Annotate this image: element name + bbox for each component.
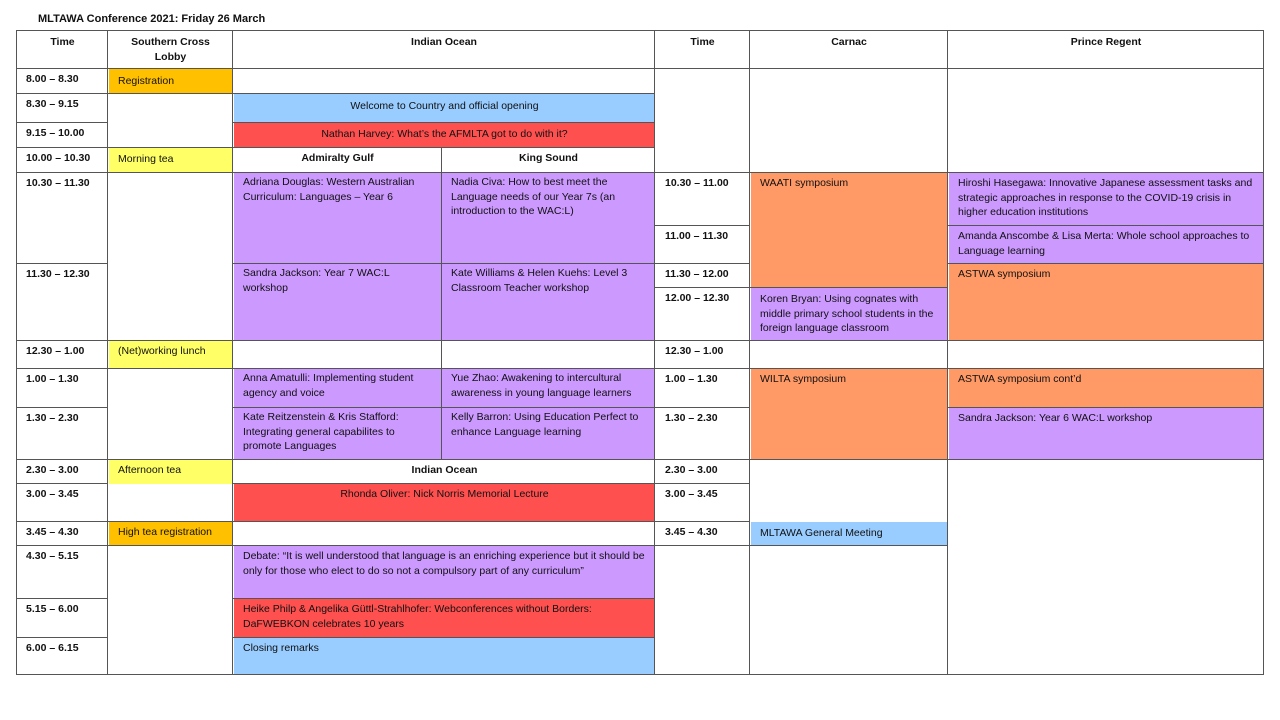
session-kelly-barron: Kelly Barron: Using Education Perfect to enhance Language learning [442,408,655,460]
header-indian-ocean-afternoon: Indian Ocean [411,464,478,476]
session-kate-williams: Kate Williams & Helen Kuehs: Level 3 Classroom Teacher workshop [442,264,655,341]
lobby-registration: Registration [109,69,233,94]
table-border [1263,30,1264,675]
grid-line [654,483,750,484]
grid-line [232,407,655,408]
grid-line [232,483,655,484]
time-slot: 2.30 – 3.00 [26,464,79,476]
header-king-sound: King Sound [519,152,578,164]
time-slot: 12.30 – 1.00 [26,345,85,357]
time-slot: 8.00 – 8.30 [26,73,79,85]
grid-line [16,68,1264,69]
grid-line [16,368,1264,369]
session-koren-bryan: Koren Bryan: Using cognates with middle primary school students in the foreign language classroom [751,288,948,341]
time-slot: 4.30 – 5.15 [26,550,79,562]
time-slot: 8.30 – 9.15 [26,98,79,110]
lobby-high-tea-registration: High tea registration [109,522,233,546]
time-slot: 1.30 – 2.30 [26,412,79,424]
header-admiralty-gulf: Admiralty Gulf [301,152,374,164]
grid-line [654,225,750,226]
grid-line [16,483,108,484]
session-welcome: Welcome to Country and official opening [234,94,655,123]
time-slot-right: 11.30 – 12.00 [665,268,729,280]
grid-line [107,30,108,675]
grid-line [232,263,655,264]
header-time-right: Time [690,36,715,48]
header-carnac: Carnac [831,36,867,48]
time-slot-right: 3.00 – 3.45 [665,488,718,500]
session-yue-zhao: Yue Zhao: Awakening to intercultural awareness in young language learners [442,369,655,408]
time-slot-right: 11.00 – 11.30 [665,230,729,242]
grid-line [654,263,750,264]
time-slot-right: 12.00 – 12.30 [665,292,730,304]
grid-line [232,30,233,675]
time-slot: 3.45 – 4.30 [26,526,79,538]
session-debate: Debate: “It is well understood that language is an enriching experience but it should be only for those who elect to do so not a compulsory part of any curriculum” [234,546,655,599]
grid-line [16,407,108,408]
grid-line [16,521,750,522]
session-astwa-symposium-contd: ASTWA symposium cont’d [949,369,1264,408]
session-anna-amatulli: Anna Amatulli: Implementing student agency and voice [234,369,441,408]
session-amanda-anscombe: Amanda Anscombe & Lisa Merta: Whole school approaches to Language learning [949,226,1264,264]
time-slot-right: 1.30 – 2.30 [665,412,718,424]
grid-line [16,147,655,148]
grid-line [441,368,442,460]
grid-line [16,263,108,264]
lobby-afternoon-tea: Afternoon tea [109,460,233,484]
session-heike-philp: Heike Philp & Angelika Güttl-Strahlhofer: Webconferences without Borders: DaFWEBKON celebrates 10 years [234,599,655,638]
session-nadia-civa: Nadia Civa: How to best meet the Language needs of our Year 7s (an introduction to the WAC:L) [442,173,655,264]
time-slot: 10.00 – 10.30 [26,152,91,164]
time-slot-right: 12.30 – 1.00 [665,345,724,357]
grid-line [654,30,655,675]
grid-line [16,172,1264,173]
time-slot-right: 3.45 – 4.30 [665,526,718,538]
table-border [16,30,17,675]
grid-line [654,287,948,288]
header-prince-regent: Prince Regent [1070,36,1142,48]
grid-line [16,598,108,599]
time-slot: 6.00 – 6.15 [26,642,79,654]
lobby-morning-tea: Morning tea [109,148,233,173]
session-kate-reitzenstein: Kate Reitzenstein & Kris Stafford: Integrating general capabilites to promote Languages [234,408,441,460]
grid-line [947,225,1264,226]
grid-line [441,147,442,369]
session-mltawa-general-meeting: MLTAWA General Meeting [751,522,948,546]
time-slot-right: 10.30 – 11.00 [665,177,729,189]
time-slot-right: 2.30 – 3.00 [665,464,718,476]
session-adriana-douglas: Adriana Douglas: Western Australian Curriculum: Languages – Year 6 [234,173,441,264]
grid-line [749,30,750,675]
session-nathan-harvey: Nathan Harvey: What’s the AFMLTA got to do with it? [234,123,655,148]
grid-line [16,340,1264,341]
grid-line [16,545,948,546]
session-hiroshi-hasegawa: Hiroshi Hasegawa: Innovative Japanese assessment tasks and strategic approaches in response to the COVID-19 crisis in higher education institutions [949,173,1264,226]
page-title: MLTAWA Conference 2021: Friday 26 March [38,13,266,25]
time-slot: 3.00 – 3.45 [26,488,79,500]
grid-line [947,30,948,675]
table-border [16,30,1264,31]
time-slot-right: 1.00 – 1.30 [665,373,718,385]
header-indian-ocean: Indian Ocean [411,36,477,48]
session-closing-remarks: Closing remarks [234,638,655,674]
lobby-networking-lunch: (Net)working lunch [109,341,233,369]
grid-line [232,122,655,123]
session-sandra-jackson-year6: Sandra Jackson: Year 6 WAC:L workshop [949,408,1264,460]
grid-line [947,263,1264,264]
table-border [16,674,1264,675]
grid-line [947,407,1264,408]
session-wilta-symposium: WILTA symposium [751,369,948,460]
session-sandra-jackson-year7: Sandra Jackson: Year 7 WAC:L workshop [234,264,441,341]
time-slot: 11.30 – 12.30 [26,268,90,280]
time-slot: 10.30 – 11.30 [26,177,90,189]
grid-line [654,407,750,408]
header-time: Time [50,36,75,48]
grid-line [232,637,655,638]
grid-line [16,93,655,94]
session-rhonda-oliver: Rhonda Oliver: Nick Norris Memorial Lecture [234,484,655,522]
time-slot: 1.00 – 1.30 [26,373,79,385]
session-waati-symposium: WAATI symposium [751,173,948,288]
time-slot: 5.15 – 6.00 [26,603,79,615]
grid-line [16,459,1264,460]
header-southern-cross-lobby: Southern Cross Lobby [131,36,210,63]
grid-line [16,637,108,638]
grid-line [232,598,655,599]
time-slot: 9.15 – 10.00 [26,127,85,139]
grid-line [16,122,108,123]
session-astwa-symposium: ASTWA symposium [949,264,1264,341]
